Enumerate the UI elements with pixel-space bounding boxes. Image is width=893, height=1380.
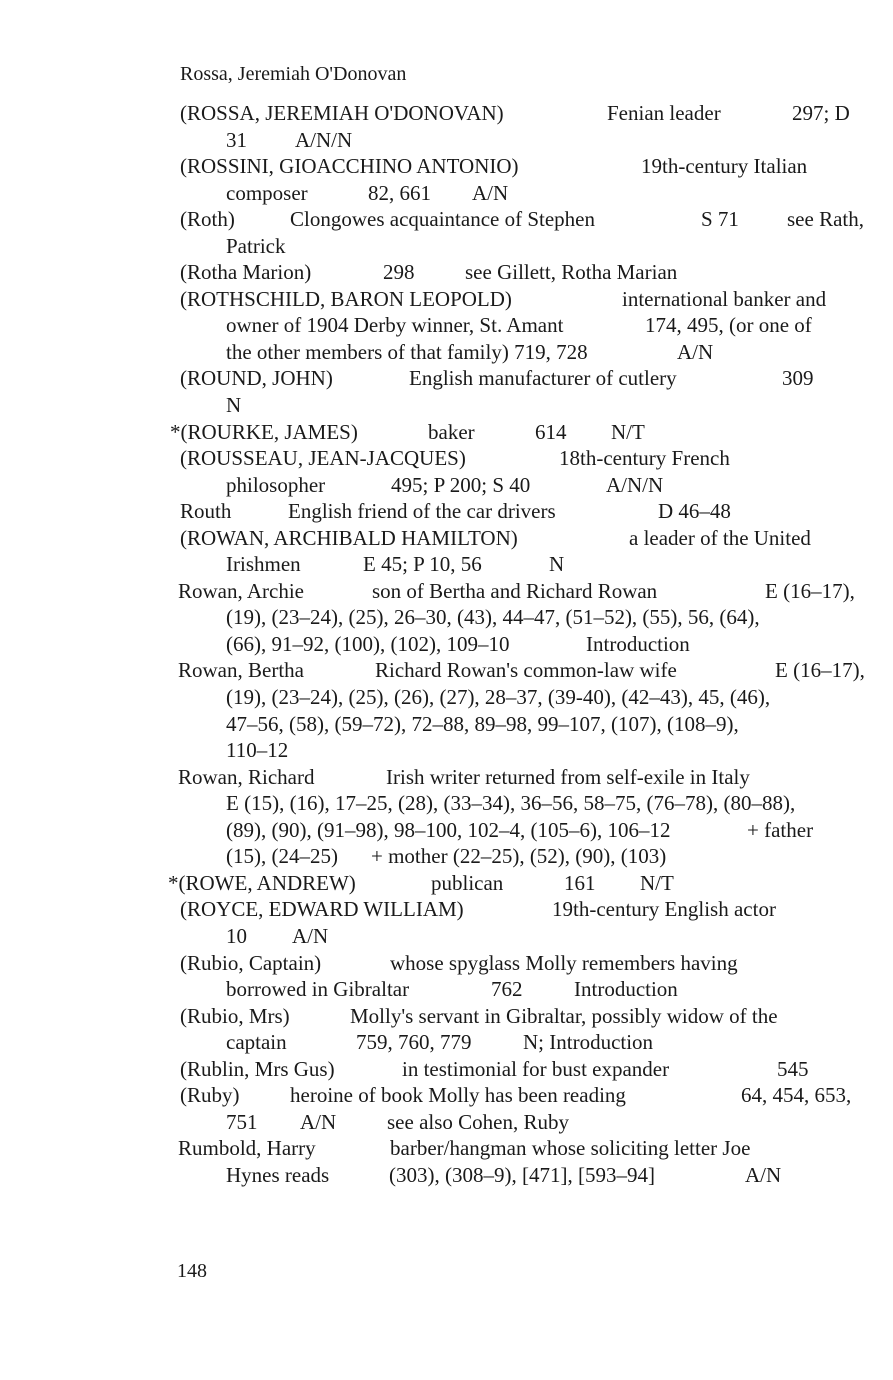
entry-text: 110–12 — [226, 738, 289, 763]
entry-line — [0, 339, 893, 366]
entry-headword: (ROTHSCHILD, BARON LEOPOLD) — [180, 286, 512, 311]
index-entry — [0, 578, 893, 658]
entry-text: Introduction — [586, 631, 690, 656]
entry-text: owner of 1904 Derby winner, St. Amant — [226, 313, 564, 338]
entry-text: A/N — [677, 339, 714, 364]
entry-text: N/T — [640, 870, 674, 895]
entry-headword: *(ROURKE, JAMES) — [170, 419, 358, 444]
entry-text: 298 — [383, 260, 415, 285]
entry-text: (66), 91–92, (100), (102), 109–10 — [226, 631, 510, 656]
entry-text: philosopher — [226, 472, 326, 497]
entry-text: 47–56, (58), (59–72), 72–88, 89–98, 99–107, (107), (108–9), — [226, 711, 739, 736]
entry-text: captain — [226, 1030, 287, 1055]
index-entry — [0, 445, 893, 498]
entry-line — [0, 737, 893, 764]
entry-line — [0, 843, 893, 870]
entry-text: see Gillett, Rotha Marian — [465, 260, 678, 285]
entry-line — [0, 472, 893, 499]
entry-headword: (Rublin, Mrs Gus) — [180, 1056, 335, 1081]
entry-headword: (ROUSSEAU, JEAN-JACQUES) — [180, 446, 466, 471]
entry-headword: (ROWAN, ARCHIBALD HAMILTON) — [180, 525, 518, 550]
entry-text: 614 — [535, 419, 567, 444]
entry-line — [0, 657, 893, 684]
index-entry — [0, 525, 893, 578]
entry-text: (19), (23–24), (25), 26–30, (43), 44–47, (51–52), (55), 56, (64), — [226, 605, 760, 630]
entry-line — [0, 551, 893, 578]
entry-text: Richard Rowan's common-law wife — [375, 658, 677, 683]
entry-text: 495; P 200; S 40 — [391, 472, 531, 497]
entry-line — [0, 259, 893, 286]
entry-text: A/N — [300, 1109, 337, 1134]
index-entry — [0, 950, 893, 1003]
entry-text: 161 — [564, 870, 596, 895]
index-entry — [0, 764, 893, 870]
entry-text: N/T — [611, 419, 645, 444]
entry-text: 31 — [226, 127, 247, 152]
entry-text: Irish writer returned from self-exile in Italy — [386, 764, 750, 789]
entry-text: + father — [747, 817, 814, 842]
entry-line — [0, 790, 893, 817]
index-entry — [0, 419, 893, 446]
entry-text: D 46–48 — [658, 499, 731, 524]
entry-text: 297; D — [792, 101, 850, 125]
entry-text: see Rath, — [787, 207, 864, 232]
entry-text: + mother (22–25), (52), (90), (103) — [371, 844, 667, 869]
entry-headword: Rumbold, Harry — [178, 1136, 316, 1161]
entry-text: 19th-century English actor — [552, 897, 776, 922]
entry-text: A/N — [745, 1162, 782, 1187]
entry-text: N; Introduction — [523, 1030, 654, 1055]
entry-line — [0, 419, 893, 446]
entry-line — [0, 365, 893, 392]
entry-line — [0, 312, 893, 339]
entry-text: borrowed in Gibraltar — [226, 977, 410, 1002]
entry-text: son of Bertha and Richard Rowan — [372, 578, 658, 603]
entry-text: E (16–17), — [775, 658, 865, 683]
entry-text: Introduction — [574, 977, 678, 1002]
index-entry — [0, 1056, 893, 1083]
entry-text: Patrick — [226, 233, 286, 258]
index-entry — [0, 870, 893, 897]
entry-line — [0, 392, 893, 419]
entry-text: Molly's servant in Gibraltar, possibly widow of the — [350, 1003, 778, 1028]
entry-line — [0, 1003, 893, 1030]
entry-line — [0, 1082, 893, 1109]
entry-line — [0, 1109, 893, 1136]
index-entry — [0, 153, 893, 206]
entry-text: 10 — [226, 923, 247, 948]
entry-headword: Rowan, Archie — [178, 578, 304, 603]
entry-line — [0, 711, 893, 738]
entry-line — [0, 206, 893, 233]
index-entry — [0, 896, 893, 949]
entry-text: S 71 — [701, 207, 739, 232]
entry-text: (303), (308–9), [471], [593–94] — [389, 1162, 655, 1187]
entry-line — [0, 950, 893, 977]
entry-text: N — [549, 552, 565, 577]
entry-text: 18th-century French — [559, 446, 730, 471]
entry-line — [0, 578, 893, 605]
entry-text: baker — [428, 419, 475, 444]
index-entries — [0, 100, 893, 1188]
entry-headword: (Rubio, Mrs) — [180, 1003, 290, 1028]
entry-line — [0, 153, 893, 180]
index-entry — [0, 498, 893, 525]
entry-line — [0, 896, 893, 923]
entry-line — [0, 286, 893, 313]
entry-headword: (Rotha Marion) — [180, 260, 312, 285]
entry-line — [0, 180, 893, 207]
entry-text: A/N/N — [606, 472, 664, 497]
entry-text: English friend of the car drivers — [288, 499, 556, 524]
index-entry — [0, 259, 893, 286]
entry-text: 82, 661 — [368, 180, 431, 205]
entry-text: A/N — [472, 180, 509, 205]
entry-text: (19), (23–24), (25), (26), (27), 28–37, (39-40), (42–43), 45, (46), — [226, 685, 771, 710]
entry-headword: (Roth) — [180, 207, 235, 232]
entry-text: E (15), (16), 17–25, (28), (33–34), 36–56, 58–75, (76–78), (80–88), — [226, 791, 796, 816]
entry-headword: (ROSSA, JEREMIAH O'DONOVAN) — [180, 101, 504, 125]
page-number: 148 — [177, 1260, 207, 1282]
entry-text: N — [226, 393, 242, 418]
entry-text: 64, 454, 653, — [741, 1083, 852, 1108]
entry-text: publican — [431, 870, 504, 895]
entry-line — [0, 445, 893, 472]
entry-line — [0, 923, 893, 950]
entry-text: see also Cohen, Ruby — [387, 1109, 569, 1134]
entry-text: E (16–17), — [765, 578, 855, 603]
entry-headword: (ROUND, JOHN) — [180, 366, 333, 391]
index-entry — [0, 657, 893, 763]
entry-headword: (ROYCE, EDWARD WILLIAM) — [180, 897, 464, 922]
index-entry — [0, 100, 893, 153]
entry-headword: (Ruby) — [180, 1083, 240, 1108]
entry-text: barber/hangman whose soliciting letter Joe — [390, 1136, 751, 1161]
entry-line — [0, 100, 893, 127]
entry-headword: Rowan, Bertha — [178, 658, 304, 683]
entry-text: Fenian leader — [607, 101, 721, 125]
index-entry — [0, 206, 893, 259]
index-entry — [0, 1135, 893, 1188]
entry-line — [0, 233, 893, 260]
entry-headword: (Rubio, Captain) — [180, 950, 322, 975]
entry-line — [0, 525, 893, 552]
entry-line — [0, 976, 893, 1003]
entry-text: 751 — [226, 1109, 258, 1134]
index-entry — [0, 286, 893, 366]
entry-text: international banker and — [622, 286, 827, 311]
index-entry — [0, 1003, 893, 1056]
entry-line — [0, 817, 893, 844]
entry-text: Clongowes acquaintance of Stephen — [290, 207, 595, 232]
entry-text: E 45; P 10, 56 — [363, 552, 482, 577]
entry-headword: *(ROWE, ANDREW) — [168, 870, 356, 895]
entry-headword: (ROSSINI, GIOACCHINO ANTONIO) — [180, 154, 519, 179]
entry-headword: Rowan, Richard — [178, 764, 315, 789]
entry-line — [0, 870, 893, 897]
entry-text: English manufacturer of cutlery — [409, 366, 677, 391]
entry-text: A/N/N — [295, 127, 353, 152]
entry-line — [0, 1056, 893, 1083]
entry-text: composer — [226, 180, 308, 205]
entry-text: a leader of the United — [629, 525, 811, 550]
running-head: Rossa, Jeremiah O'Donovan — [180, 63, 407, 85]
entry-line — [0, 498, 893, 525]
entry-text: the other members of that family) 719, 728 — [226, 339, 588, 364]
index-entry — [0, 1082, 893, 1135]
entry-line — [0, 1029, 893, 1056]
entry-text: (89), (90), (91–98), 98–100, 102–4, (105–6), 106–12 — [226, 817, 671, 842]
entry-text: Irishmen — [226, 552, 301, 577]
index-entry — [0, 365, 893, 418]
entry-line — [0, 631, 893, 658]
entry-line — [0, 604, 893, 631]
entry-text: in testimonial for bust expander — [402, 1056, 670, 1081]
entry-text: 545 — [777, 1056, 809, 1081]
entry-text: 762 — [491, 977, 523, 1002]
entry-text: heroine of book Molly has been reading — [290, 1083, 626, 1108]
entry-text: Hynes reads — [226, 1162, 330, 1187]
entry-text: (15), (24–25) — [226, 844, 338, 869]
entry-line — [0, 1135, 893, 1162]
entry-text: 309 — [782, 366, 814, 391]
entry-text: 19th-century Italian — [641, 154, 808, 179]
entry-line — [0, 684, 893, 711]
entry-line — [0, 1162, 893, 1189]
entry-line — [0, 127, 893, 154]
entry-text: A/N — [292, 923, 329, 948]
entry-text: whose spyglass Molly remembers having — [390, 950, 738, 975]
entry-headword: Routh — [180, 499, 232, 524]
entry-line — [0, 764, 893, 791]
entry-text: 759, 760, 779 — [356, 1030, 472, 1055]
entry-text: 174, 495, (or one of — [645, 313, 812, 338]
